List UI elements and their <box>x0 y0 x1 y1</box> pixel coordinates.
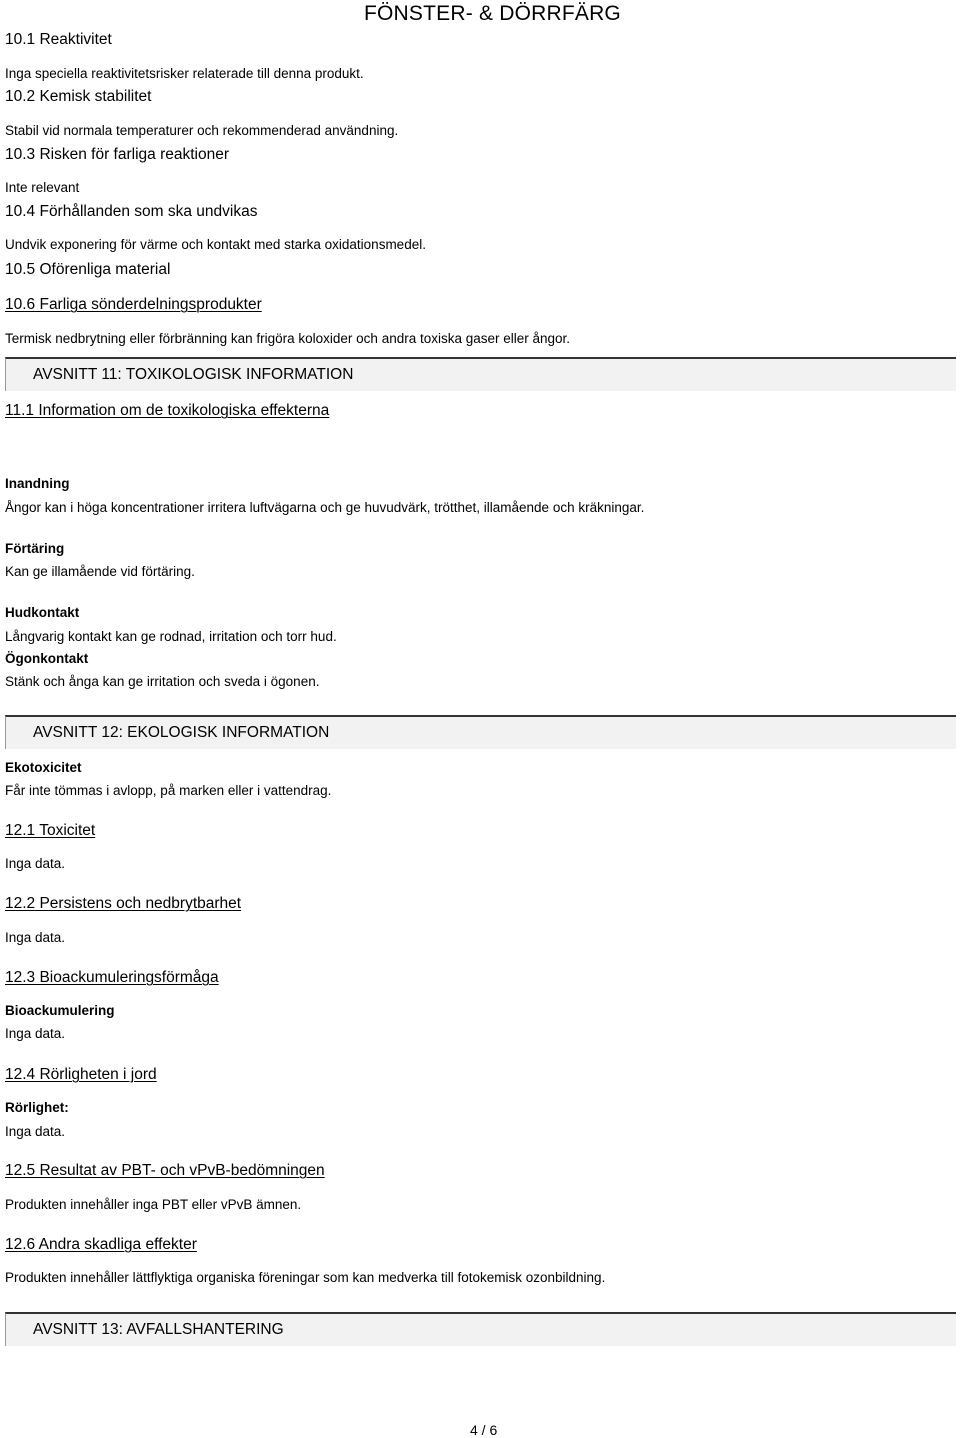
label-hudkontakt: Hudkontakt <box>5 605 80 620</box>
text-12-4: Inga data. <box>5 1124 66 1139</box>
text-inandning: Ångor kan i höga koncentrationer irritera luftvägarna och ge huvudvärk, trötthet, illamående och kräkningar. <box>5 500 645 515</box>
text-12-2: Inga data. <box>5 930 66 945</box>
heading-12-6: 12.6 Andra skadliga effekter <box>5 1236 197 1253</box>
text-10-6: Termisk nedbrytning eller förbränning kan frigöra koloxider och andra toxiska gaser eller ångor. <box>5 331 571 346</box>
heading-10-4: 10.4 Förhållanden som ska undvikas <box>5 203 258 220</box>
text-10-3: Inte relevant <box>5 180 80 195</box>
page-number: 4 / 6 <box>470 1422 498 1438</box>
label-bioackumulering: Bioackumulering <box>5 1003 115 1018</box>
section-11-title: AVSNITT 11: TOXIKOLOGISK INFORMATION <box>33 366 354 383</box>
heading-10-3: 10.3 Risken för farliga reaktioner <box>5 146 230 163</box>
text-12-1: Inga data. <box>5 856 66 871</box>
heading-11-1: 11.1 Information om de toxikologiska effekterna <box>5 402 330 419</box>
text-fortaring: Kan ge illamående vid förtäring. <box>5 564 195 579</box>
heading-10-2: 10.2 Kemisk stabilitet <box>5 88 152 105</box>
heading-12-1: 12.1 Toxicitet <box>5 822 96 839</box>
text-12-5: Produkten innehåller inga PBT eller vPvB ämnen. <box>5 1197 302 1212</box>
heading-12-4: 12.4 Rörligheten i jord <box>5 1066 157 1083</box>
text-12-3: Inga data. <box>5 1026 66 1041</box>
section-13-title: AVSNITT 13: AVFALLSHANTERING <box>33 1321 284 1338</box>
label-inandning: Inandning <box>5 476 70 491</box>
heading-12-5: 12.5 Resultat av PBT- och vPvB-bedömningen <box>5 1162 325 1179</box>
heading-10-1: 10.1 Reaktivitet <box>5 31 112 48</box>
text-ekotoxicitet: Får inte tömmas i avlopp, på marken eller i vattendrag. <box>5 783 332 798</box>
label-ekotoxicitet: Ekotoxicitet <box>5 760 82 775</box>
heading-12-2: 12.2 Persistens och nedbrytbarhet <box>5 895 242 912</box>
heading-10-6: 10.6 Farliga sönderdelningsprodukter <box>5 296 262 313</box>
text-10-4: Undvik exponering för värme och kontakt med starka oxidationsmedel. <box>5 237 426 252</box>
label-rorlighet: Rörlighet: <box>5 1100 69 1115</box>
text-10-1: Inga speciella reaktivitetsrisker relaterade till denna produkt. <box>5 66 364 81</box>
label-ogonkontakt: Ögonkontakt <box>5 651 89 666</box>
text-hudkontakt: Långvarig kontakt kan ge rodnad, irritation och torr hud. <box>5 629 337 644</box>
text-12-6: Produkten innehåller lättflyktiga organiska föreningar som kan medverka till fotokemisk ozonbildning. <box>5 1270 606 1285</box>
document-title: FÖNSTER- & DÖRRFÄRG <box>364 2 621 25</box>
heading-10-5: 10.5 Oförenliga material <box>5 261 171 278</box>
heading-12-3: 12.3 Bioackumuleringsförmåga <box>5 969 219 986</box>
section-13-bar <box>5 1312 956 1346</box>
section-12-title: AVSNITT 12: EKOLOGISK INFORMATION <box>33 724 330 741</box>
label-fortaring: Förtäring <box>5 541 65 556</box>
section-11-bar <box>5 357 956 391</box>
text-ogonkontakt: Stänk och ånga kan ge irritation och sveda i ögonen. <box>5 674 320 689</box>
text-10-2: Stabil vid normala temperaturer och rekommenderad användning. <box>5 123 399 138</box>
section-12-bar <box>5 715 956 749</box>
